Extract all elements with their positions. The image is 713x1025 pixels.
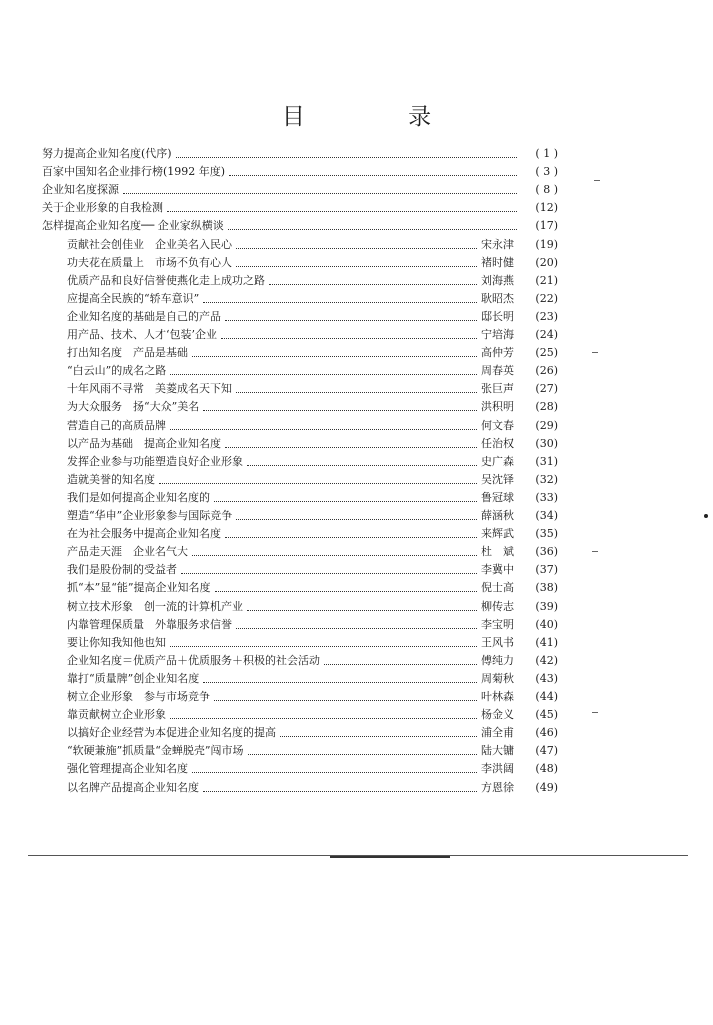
toc-entry-page: (32) xyxy=(535,472,558,486)
toc-leader-dots xyxy=(192,771,477,773)
toc-entry xyxy=(67,704,558,722)
toc-entry xyxy=(67,668,558,686)
toc-entry xyxy=(67,396,558,414)
toc-entry-title: 在为社会服务中提高企业知名度 xyxy=(67,527,221,541)
toc-entry-page: (25) xyxy=(535,346,558,360)
toc-entry xyxy=(42,143,558,161)
toc-entry-page: (22) xyxy=(535,291,558,305)
toc-leader-dots xyxy=(181,572,477,574)
toc-entry xyxy=(67,433,558,451)
toc-entry-page: (28) xyxy=(535,400,558,414)
toc-leader-dots xyxy=(192,554,477,556)
toc-entry-author: 史广森 xyxy=(481,454,514,468)
toc-entry xyxy=(67,234,558,252)
toc-entry-title: 怎样提高企业知名度── 企业家纵横谈 xyxy=(42,219,224,233)
toc-entry-page: (39) xyxy=(535,599,558,613)
toc-entry-author: 宋永津 xyxy=(481,237,514,251)
toc-entry xyxy=(67,451,558,469)
toc-entry-title: 靠打“质量牌”创企业知名度 xyxy=(67,671,200,685)
scan-mark xyxy=(594,180,600,181)
toc-entry-title: 发挥企业参与功能塑造良好企业形象 xyxy=(67,454,243,468)
toc-entry xyxy=(67,306,558,324)
toc-entry-page: (34) xyxy=(535,509,558,522)
toc-entry xyxy=(67,342,558,360)
toc-entry-title: 贡献社会创佳业 企业美名入民心 xyxy=(67,237,232,251)
toc-entry-title: 优质产品和良好信誉使燕化走上成功之路 xyxy=(67,273,265,287)
toc-leader-dots xyxy=(225,319,477,321)
toc-entry-title: 树立技术形象 创一流的计算机产业 xyxy=(67,599,243,613)
toc-entry-title: 我们是股份制的受益者 xyxy=(67,563,177,577)
toc-entry-title: 树立企业形象 参与市场竞争 xyxy=(67,690,210,703)
toc-entry xyxy=(42,197,558,215)
toc-entry-page: (42) xyxy=(535,653,558,667)
toc-entry-author: 浦全甫 xyxy=(481,726,514,740)
toc-leader-dots xyxy=(203,409,477,411)
toc-entry-author: 傅纯力 xyxy=(481,653,514,667)
toc-entry-page: (33) xyxy=(535,490,558,504)
toc-entry-title: “白云山”的成名之路 xyxy=(67,364,167,378)
toc-entry-title: 十年风雨不寻常 美菱成名天下知 xyxy=(67,382,232,396)
toc-entry xyxy=(67,469,558,487)
toc-leader-dots xyxy=(236,265,477,267)
toc-entry-title: 靠贡献树立企业形象 xyxy=(67,708,166,722)
toc-entry-page: (43) xyxy=(535,671,558,685)
toc-leader-dots xyxy=(170,645,477,647)
toc-entry-page: (40) xyxy=(535,617,558,631)
toc-entry-page: ( 1 ) xyxy=(535,147,558,160)
toc-leader-dots xyxy=(170,717,477,719)
toc-entry-author: 宁培海 xyxy=(481,328,514,341)
scan-mark xyxy=(592,712,598,713)
toc-entry-author: 李宝明 xyxy=(481,617,514,631)
toc-leader-dots xyxy=(170,373,477,375)
toc-entry-title: 造就美誉的知名度 xyxy=(67,472,155,486)
toc-entry xyxy=(67,777,558,795)
toc-leader-dots xyxy=(236,518,477,520)
toc-entry xyxy=(67,740,558,758)
toc-leader-dots xyxy=(170,428,477,430)
toc-entry-author: 陆大镛 xyxy=(481,744,514,758)
toc-entry-author: 邸长明 xyxy=(481,309,514,323)
toc-entry-author: 耿昭杰 xyxy=(481,291,514,305)
toc-entry xyxy=(67,686,558,704)
toc-entry-page: (47) xyxy=(535,744,558,758)
toc-entry-author: 周菊秋 xyxy=(481,671,514,685)
toc-entry-title: 企业知名度＝优质产品＋优质服务＋积极的社会活动 xyxy=(67,653,320,667)
toc-entry-page: (38) xyxy=(535,581,558,595)
toc-leader-dots xyxy=(269,283,477,285)
toc-entry-page: (48) xyxy=(535,762,558,776)
toc-entry-page: (46) xyxy=(535,726,558,740)
toc-entry-page: (35) xyxy=(535,527,558,541)
toc-leader-dots xyxy=(221,337,477,339)
scan-mark xyxy=(592,551,598,552)
toc-entry-author: 周春英 xyxy=(481,364,514,378)
toc-entry-page: (17) xyxy=(535,219,558,233)
toc-entry-page: (19) xyxy=(535,237,558,251)
toc-entry-author: 杜 斌 xyxy=(481,545,514,559)
toc-entry-page: (41) xyxy=(535,635,558,649)
toc-leader-dots xyxy=(167,210,517,212)
toc-entry-title: 企业知名度的基础是自己的产品 xyxy=(67,309,221,323)
toc-entry-page: ( 8 ) xyxy=(535,183,558,197)
toc-entry xyxy=(67,632,558,650)
toc-entry-author: 鲁冠球 xyxy=(481,490,514,504)
toc-entry-author: 高仲芳 xyxy=(481,346,514,360)
toc-entry xyxy=(42,179,558,197)
toc-entry xyxy=(67,596,558,614)
toc-entry-title: 关于企业形象的自我检测 xyxy=(42,201,163,215)
toc-entry-author: 薛涵秋 xyxy=(481,509,514,522)
toc-entry-author: 杨金义 xyxy=(481,708,514,722)
toc-entry-author: 刘海燕 xyxy=(481,273,514,287)
toc-entry-title: 以名牌产品提高企业知名度 xyxy=(67,780,199,794)
toc-entry xyxy=(67,577,558,595)
toc-entry-author: 褚时健 xyxy=(481,255,514,269)
toc-entry xyxy=(67,415,558,433)
toc-leader-dots xyxy=(123,192,517,194)
toc-entry-page: (44) xyxy=(535,690,558,703)
toc-entry xyxy=(67,252,558,270)
toc-entry-page: (31) xyxy=(535,454,558,468)
toc-entry-page: (37) xyxy=(535,563,558,577)
toc-entry-page: (29) xyxy=(535,418,558,432)
toc-entry xyxy=(42,215,558,233)
toc-entry xyxy=(67,288,558,306)
toc-leader-dots xyxy=(225,536,477,538)
toc-entry-author: 叶林森 xyxy=(481,690,514,703)
toc-entry-title: 以搞好企业经营为本促进企业知名度的提高 xyxy=(67,726,276,740)
toc-entry-title: 内靠管理保质量 外靠服务求信誉 xyxy=(67,617,232,631)
toc-entry xyxy=(67,324,558,342)
toc-leader-dots xyxy=(280,735,477,737)
toc-leader-dots xyxy=(236,391,477,393)
toc-entry-author: 来辉武 xyxy=(481,527,514,541)
toc-entry xyxy=(67,650,558,668)
toc-leader-dots xyxy=(236,247,477,249)
toc-entry xyxy=(67,360,558,378)
toc-entry-title: 以产品为基础 提高企业知名度 xyxy=(67,436,221,450)
toc-entry-author: 何文春 xyxy=(481,418,514,432)
toc-entry-title: 企业知名度探源 xyxy=(42,183,119,197)
toc-entry xyxy=(67,758,558,776)
toc-entry-title: 塑造“华申”企业形象参与国际竞争 xyxy=(67,509,233,522)
toc-entry xyxy=(67,505,558,523)
toc-leader-dots xyxy=(229,174,517,176)
toc-entry-page: ( 3 ) xyxy=(535,165,558,179)
toc-entry-author: 吴沈铎 xyxy=(481,472,514,486)
toc-leader-dots xyxy=(176,156,517,158)
toc-entry-page: (49) xyxy=(535,780,558,794)
toc-leader-dots xyxy=(225,446,477,448)
toc-entry-author: 洪积明 xyxy=(481,400,514,414)
toc-leader-dots xyxy=(203,301,477,303)
toc-leader-dots xyxy=(159,482,477,484)
page-title: 目 录 xyxy=(281,104,480,130)
toc-leader-dots xyxy=(215,590,478,592)
toc-entry-author: 张巨声 xyxy=(481,382,514,396)
toc-leader-dots xyxy=(192,355,477,357)
toc-entry xyxy=(67,614,558,632)
scan-speck xyxy=(704,514,708,518)
toc-entry xyxy=(67,523,558,541)
toc-entry xyxy=(67,541,558,559)
toc-leader-dots xyxy=(324,663,477,665)
toc-entry-title: 营造自己的高质品牌 xyxy=(67,418,166,432)
toc-entry-author: 柳传志 xyxy=(481,599,514,613)
toc-entry-page: (20) xyxy=(535,255,558,269)
scan-mark xyxy=(592,352,598,353)
toc-entry-title: 强化管理提高企业知名度 xyxy=(67,762,188,776)
toc-entry-title: 打出知名度 产品是基础 xyxy=(67,346,188,360)
toc-entry-title: “软硬兼施”抓质量“金蝉脱壳”闯市场 xyxy=(67,744,244,758)
toc-entry-page: (23) xyxy=(535,309,558,323)
toc-entry-page: (21) xyxy=(535,273,558,287)
toc-leader-dots xyxy=(228,228,517,230)
toc-entry xyxy=(67,487,558,505)
toc-leader-dots xyxy=(203,681,477,683)
toc-entry-title: 为大众服务 扬“大众”美名 xyxy=(67,400,200,414)
toc-entry-title: 要让你知我知他也知 xyxy=(67,635,166,649)
toc-entry-author: 倪士高 xyxy=(481,581,514,595)
toc-entry-title: 功夫花在质量上 市场不负有心人 xyxy=(67,255,232,269)
toc-entry-title: 百家中国知名企业排行榜(1992 年度) xyxy=(42,165,226,179)
toc-entry-author: 任治权 xyxy=(481,436,514,450)
toc-entry-page: (12) xyxy=(535,201,558,215)
toc-entry-title: 我们是如何提高企业知名度的 xyxy=(67,490,210,504)
toc-entry-author: 方恩徐 xyxy=(481,780,514,794)
toc-entry xyxy=(42,161,558,179)
toc-entry-page: (45) xyxy=(535,708,558,722)
toc-entry-page: (27) xyxy=(535,382,558,396)
toc-leader-dots xyxy=(203,790,477,792)
toc-entry xyxy=(67,559,558,577)
toc-entry xyxy=(67,378,558,396)
toc-entry xyxy=(67,270,558,288)
toc-entry-author: 王风书 xyxy=(481,635,514,649)
toc-leader-dots xyxy=(247,609,477,611)
toc-entry-author: 李冀中 xyxy=(481,563,514,577)
toc-entry-page: (26) xyxy=(535,364,558,378)
toc-entry xyxy=(67,722,558,740)
toc-entry-title: 产品走天涯 企业名气大 xyxy=(67,545,188,559)
toc-entry-title: 应提高全民族的“轿车意识” xyxy=(67,291,200,305)
toc-entry-author: 李洪阔 xyxy=(481,762,514,776)
toc-leader-dots xyxy=(248,753,478,755)
toc-leader-dots xyxy=(214,699,477,701)
page-bottom-rule-thick xyxy=(330,856,450,858)
toc-entry-title: 用产品、技术、人才‘包装’企业 xyxy=(67,328,217,341)
toc-entry-page: (36) xyxy=(535,545,558,559)
toc-leader-dots xyxy=(247,464,477,466)
toc-leader-dots xyxy=(214,500,477,502)
toc-entry-page: (24) xyxy=(535,328,558,341)
toc-entry-title: 努力提高企业知名度(代序) xyxy=(42,147,172,160)
toc-entry-title: 抓“本”显“能”提高企业知名度 xyxy=(67,581,211,595)
toc-leader-dots xyxy=(236,627,477,629)
toc-entry-page: (30) xyxy=(535,436,558,450)
